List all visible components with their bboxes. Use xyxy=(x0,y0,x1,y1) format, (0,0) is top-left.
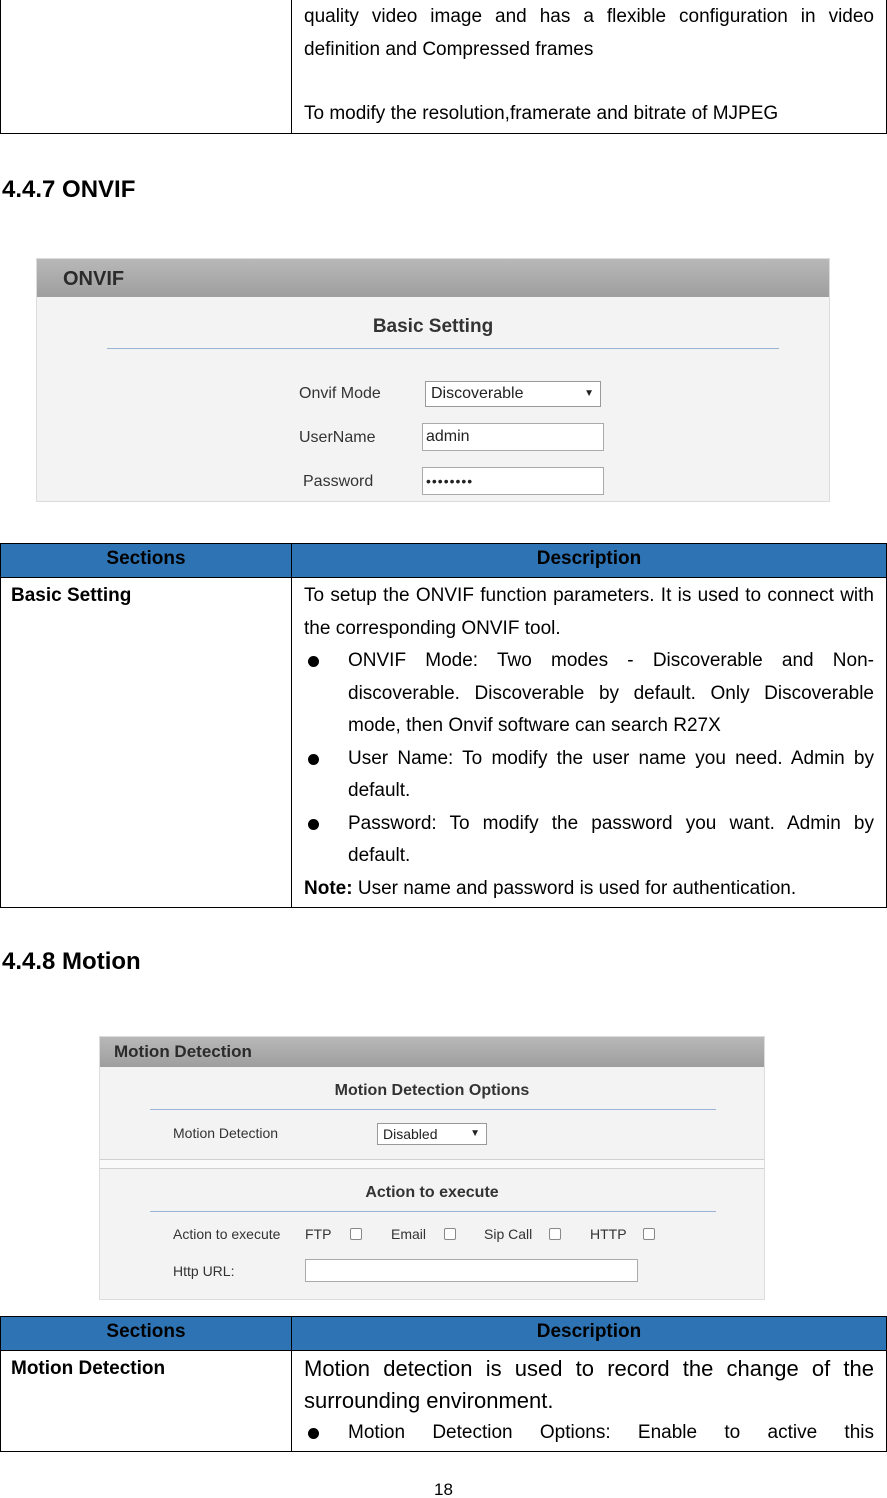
onvif-mode-label: Onvif Mode xyxy=(299,385,381,402)
onvif-intro: To setup the ONVIF function parameters. It is used to connect with the corresponding ONVIF tool. xyxy=(304,585,874,639)
onvif-bullet-mode: ONVIF Mode: Two modes - Discoverable and Non-discoverable. Discoverable by default. Only Discoverable mode, then Onvif software can search R27X xyxy=(304,645,874,743)
onvif-mode-value: Discoverable xyxy=(431,385,524,402)
divider-line xyxy=(107,348,779,349)
http-url-label: Http URL: xyxy=(173,1263,235,1279)
motion-table-description-cell xyxy=(292,1351,887,1452)
password-label: Password xyxy=(303,473,374,490)
ftp-checkbox[interactable] xyxy=(350,1228,362,1240)
onvif-mode-select[interactable] xyxy=(425,381,601,407)
prev-table xyxy=(0,0,887,134)
panel-separator xyxy=(100,1159,764,1169)
onvif-table-header-sections: Sections xyxy=(1,544,292,578)
onvif-heading: 4.4.7 ONVIF xyxy=(2,176,136,203)
motion-table-section-cell: Motion Detection xyxy=(1,1351,292,1452)
motion-bullet-options: Motion Detection Options: Enable to active this xyxy=(304,1417,874,1449)
prev-desc-line-1: quality video image and has a flexible configuration in video xyxy=(304,6,874,27)
motion-bar-title: Motion Detection xyxy=(100,1037,764,1067)
onvif-bullet-username: User Name: To modify the user name you need. Admin by default. xyxy=(304,743,874,808)
options-divider xyxy=(150,1109,716,1110)
motion-detection-value: Disabled xyxy=(383,1126,438,1142)
page-number: 18 xyxy=(434,1480,453,1498)
basic-setting-heading: Basic Setting xyxy=(372,316,494,337)
password-input[interactable]: •••••••• xyxy=(422,467,604,495)
action-heading: Action to execute xyxy=(365,1184,499,1201)
onvif-screenshot xyxy=(36,258,830,502)
dropdown-arrow-icon: ▼ xyxy=(470,1128,480,1139)
motion-table-header-description: Description xyxy=(292,1317,887,1351)
dropdown-arrow-icon: ▼ xyxy=(584,388,594,399)
motion-intro: Motion detection is used to record the change of the surrounding environment. xyxy=(304,1356,874,1413)
motion-options-heading: Motion Detection Options xyxy=(334,1082,530,1099)
sip-call-label: Sip Call xyxy=(484,1226,533,1242)
email-checkbox[interactable] xyxy=(444,1228,456,1240)
motion-detection-label: Motion Detection xyxy=(173,1125,279,1141)
ftp-label: FTP xyxy=(305,1226,332,1242)
onvif-note xyxy=(304,873,874,906)
motion-heading: 4.4.8 Motion xyxy=(2,948,141,975)
onvif-table-description-cell xyxy=(292,578,887,908)
prev-table-section-cell xyxy=(1,0,292,133)
motion-detection-select[interactable] xyxy=(377,1123,487,1145)
motion-screenshot xyxy=(99,1036,765,1300)
email-label: Email xyxy=(391,1226,427,1242)
username-label: UserName xyxy=(299,429,376,446)
onvif-table xyxy=(0,543,887,908)
motion-table-header-sections: Sections xyxy=(1,1317,292,1351)
prev-desc-line-3: To modify the resolution,framerate and bitrate of MJPEG xyxy=(304,103,779,124)
action-divider xyxy=(150,1211,716,1212)
http-url-input[interactable] xyxy=(305,1259,638,1282)
action-label: Action to execute xyxy=(173,1226,281,1242)
onvif-bullet-password: Password: To modify the password you want. Admin by default. xyxy=(304,808,874,873)
note-label: Note: xyxy=(304,877,353,899)
http-label: HTTP xyxy=(590,1226,627,1242)
sip-call-checkbox[interactable] xyxy=(549,1228,561,1240)
prev-desc-line-2: definition and Compressed frames xyxy=(304,38,594,60)
username-input[interactable]: admin xyxy=(422,423,604,451)
motion-table xyxy=(0,1316,887,1452)
onvif-table-header-description: Description xyxy=(292,544,887,578)
prev-table-description-cell xyxy=(292,0,887,133)
onvif-table-section-cell: Basic Setting xyxy=(1,578,292,908)
http-checkbox[interactable] xyxy=(643,1228,655,1240)
onvif-bar-title: ONVIF xyxy=(37,259,829,297)
note-text: User name and password is used for authentication. xyxy=(352,877,797,899)
